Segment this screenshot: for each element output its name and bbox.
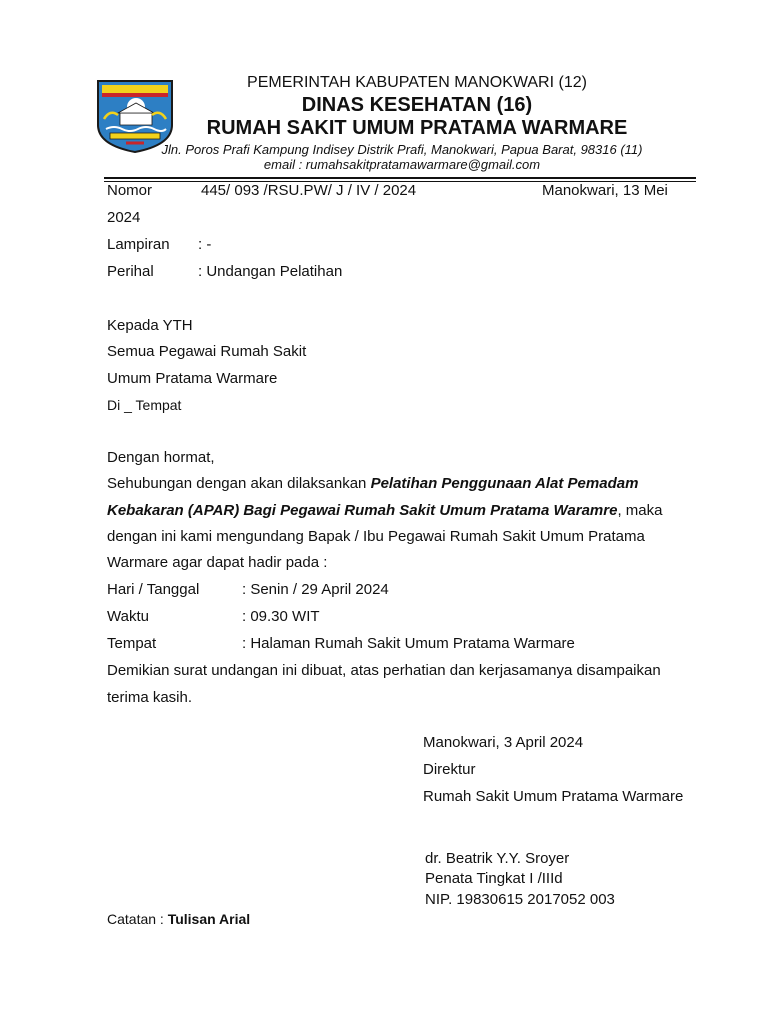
signatory-rank: Penata Tingkat I /IIId [425, 870, 563, 887]
recipient-line-4: Di _ Tempat [107, 397, 182, 413]
paragraph-1-suffix: , maka [617, 502, 663, 519]
recipient-line-1: Kepada YTH [107, 317, 193, 334]
lampiran-label: Lampiran [107, 236, 170, 253]
letterhead-divider-thick [104, 177, 696, 179]
recipient-line-3: Umum Pratama Warmare [107, 370, 278, 387]
letterhead-email: email : rumahsakitpratamawarmare@gmail.com [263, 157, 541, 172]
greeting: Dengan hormat, [107, 449, 215, 466]
lampiran-value: : - [198, 236, 212, 253]
note-value: Tulisan Arial [167, 911, 251, 927]
detail-time-value: : 09.30 WIT [242, 608, 320, 625]
nomor-value: 445/ 093 /RSU.PW/ J / IV / 2024 [201, 182, 417, 199]
letterhead-hospital-name: RUMAH SAKIT UMUM PRATAMA WARMARE [206, 117, 628, 139]
perihal-label: Perihal [107, 263, 154, 280]
note [107, 911, 250, 927]
detail-place-label: Tempat [107, 635, 157, 652]
detail-day-date-label: Hari / Tanggal [107, 581, 200, 598]
detail-time-label: Waktu [107, 608, 149, 625]
paragraph-1-line-4: Warmare agar dapat hadir pada : [107, 554, 328, 571]
detail-day-date-value: : Senin / 29 April 2024 [242, 581, 389, 598]
paragraph-1-line-3: dengan ini kami mengundang Bapak / Ibu Pegawai Rumah Sakit Umum Pratama [107, 528, 645, 545]
training-title-part-1: Pelatihan Penggunaan Alat Pemadam [370, 475, 639, 492]
perihal-value: : Undangan Pelatihan [198, 263, 343, 280]
signature-title: Direktur [423, 761, 476, 778]
letterhead-address: Jln. Poros Prafi Kampung Indisey Distrik Prafi, Manokwari, Papua Barat, 98316 (11) [161, 142, 643, 157]
letter-date-year: 2024 [107, 209, 141, 226]
paragraph-1-line-2 [107, 502, 662, 519]
paragraph-1-line-1 [107, 475, 638, 492]
signatory-name: dr. Beatrik Y.Y. Sroyer [425, 850, 570, 867]
closing-line-1: Demikian surat undangan ini dibuat, atas perhatian dan kerjasamanya disampaikan [107, 662, 661, 679]
letterhead-department: DINAS KESEHATAN (16) [301, 94, 533, 116]
signatory-nip: NIP. 19830615 2017052 003 [425, 891, 615, 908]
detail-place-value: : Halaman Rumah Sakit Umum Pratama Warmare [242, 635, 575, 652]
training-title-part-2: Kebakaran (APAR) Bagi Pegawai Rumah Sakit Umum Pratama Waramre [107, 502, 618, 519]
note-label: Catatan : [107, 911, 168, 927]
letterhead-government: PEMERINTAH KABUPATEN MANOKWARI (12) [247, 74, 587, 91]
signature-organization: Rumah Sakit Umum Pratama Warmare [423, 788, 684, 805]
signature-place-date: Manokwari, 3 April 2024 [423, 734, 584, 751]
paragraph-1-prefix: Sehubungan dengan akan dilaksankan [107, 475, 371, 492]
closing-line-2: terima kasih. [107, 689, 193, 706]
recipient-line-2: Semua Pegawai Rumah Sakit [107, 343, 307, 360]
letter-date: Manokwari, 13 Mei [542, 182, 668, 199]
nomor-label: Nomor [107, 182, 153, 199]
